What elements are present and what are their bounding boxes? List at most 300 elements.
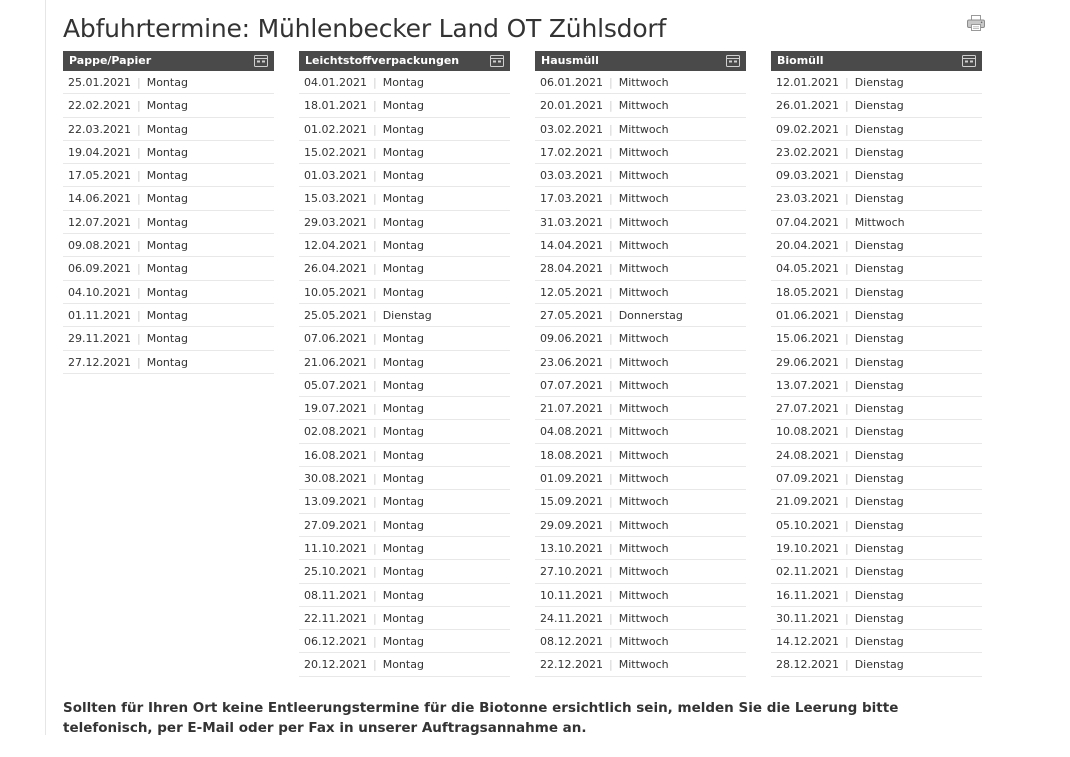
left-divider bbox=[45, 0, 46, 735]
separator: | bbox=[844, 76, 849, 89]
separator: | bbox=[372, 611, 377, 625]
pickup-date: 22.02.2021 bbox=[68, 99, 131, 113]
separator: | bbox=[844, 472, 849, 486]
separator: | bbox=[844, 565, 849, 579]
pickup-date: 21.07.2021 bbox=[540, 402, 603, 416]
column-header bbox=[63, 51, 274, 71]
separator: | bbox=[608, 76, 613, 89]
list-item bbox=[535, 234, 746, 257]
pickup-date: 21.06.2021 bbox=[304, 355, 367, 369]
list-item bbox=[771, 118, 982, 141]
pickup-weekday: Montag bbox=[382, 402, 424, 416]
pickup-weekday: Mittwoch bbox=[618, 285, 669, 299]
pickup-weekday: Dienstag bbox=[854, 518, 904, 532]
separator: | bbox=[136, 239, 141, 253]
pickup-weekday: Montag bbox=[146, 308, 188, 322]
pickup-date: 04.01.2021 bbox=[304, 76, 367, 89]
list-item bbox=[771, 187, 982, 210]
list-item bbox=[299, 630, 510, 653]
separator: | bbox=[608, 402, 613, 416]
pickup-date: 29.03.2021 bbox=[304, 215, 367, 229]
pickup-date: 01.03.2021 bbox=[304, 169, 367, 183]
pickup-date: 08.11.2021 bbox=[304, 588, 367, 602]
separator: | bbox=[608, 588, 613, 602]
list-item bbox=[63, 304, 274, 327]
pickup-weekday: Dienstag bbox=[854, 239, 904, 253]
separator: | bbox=[372, 332, 377, 346]
list-item bbox=[63, 351, 274, 374]
pickup-weekday: Montag bbox=[382, 425, 424, 439]
separator: | bbox=[608, 472, 613, 486]
pickup-weekday: Montag bbox=[382, 145, 424, 159]
pickup-date: 23.06.2021 bbox=[540, 355, 603, 369]
pickup-weekday: Donnerstag bbox=[618, 308, 683, 322]
pickup-date: 26.04.2021 bbox=[304, 262, 367, 276]
pickup-weekday: Montag bbox=[382, 635, 424, 649]
pickup-weekday: Mittwoch bbox=[618, 472, 669, 486]
list-item bbox=[299, 71, 510, 94]
list-item bbox=[771, 490, 982, 513]
pickup-weekday: Dienstag bbox=[854, 588, 904, 602]
pickup-date: 18.05.2021 bbox=[776, 285, 839, 299]
pickup-weekday: Dienstag bbox=[854, 635, 904, 649]
pickup-weekday: Montag bbox=[382, 239, 424, 253]
pickup-date: 09.02.2021 bbox=[776, 122, 839, 136]
pickup-weekday: Mittwoch bbox=[618, 658, 669, 672]
list-item bbox=[535, 490, 746, 513]
pickup-weekday: Dienstag bbox=[854, 76, 904, 89]
list-item bbox=[299, 304, 510, 327]
pickup-date: 27.10.2021 bbox=[540, 565, 603, 579]
separator: | bbox=[608, 169, 613, 183]
export-icon[interactable] bbox=[254, 54, 268, 66]
separator: | bbox=[372, 425, 377, 439]
pickup-weekday: Montag bbox=[382, 448, 424, 462]
pickup-weekday: Dienstag bbox=[854, 332, 904, 346]
pickup-weekday: Mittwoch bbox=[618, 588, 669, 602]
separator: | bbox=[372, 588, 377, 602]
pickup-weekday: Dienstag bbox=[854, 99, 904, 113]
list-item bbox=[299, 187, 510, 210]
pickup-date: 19.07.2021 bbox=[304, 402, 367, 416]
list-item bbox=[299, 211, 510, 234]
list-item bbox=[299, 514, 510, 537]
pickup-weekday: Dienstag bbox=[854, 308, 904, 322]
pickup-date: 03.02.2021 bbox=[540, 122, 603, 136]
pickup-date: 16.11.2021 bbox=[776, 588, 839, 602]
pickup-date: 28.04.2021 bbox=[540, 262, 603, 276]
column-pappe-papier bbox=[63, 51, 274, 374]
pickup-date: 11.10.2021 bbox=[304, 541, 367, 555]
pickup-date: 07.06.2021 bbox=[304, 332, 367, 346]
separator: | bbox=[608, 332, 613, 346]
separator: | bbox=[844, 239, 849, 253]
list-item bbox=[299, 490, 510, 513]
separator: | bbox=[136, 215, 141, 229]
pickup-weekday: Mittwoch bbox=[618, 215, 669, 229]
separator: | bbox=[372, 472, 377, 486]
pickup-date: 12.05.2021 bbox=[540, 285, 603, 299]
separator: | bbox=[372, 192, 377, 206]
separator: | bbox=[372, 99, 377, 113]
pickup-weekday: Montag bbox=[146, 145, 188, 159]
separator: | bbox=[844, 425, 849, 439]
pickup-date: 15.03.2021 bbox=[304, 192, 367, 206]
pickup-date: 09.08.2021 bbox=[68, 239, 131, 253]
list-item bbox=[771, 164, 982, 187]
separator: | bbox=[608, 635, 613, 649]
separator: | bbox=[372, 635, 377, 649]
printer-icon[interactable] bbox=[967, 15, 985, 31]
pickup-weekday: Montag bbox=[382, 122, 424, 136]
separator: | bbox=[844, 378, 849, 392]
pickup-weekday: Montag bbox=[146, 215, 188, 229]
column-title: Pappe/Papier bbox=[69, 54, 152, 67]
pickup-date: 07.07.2021 bbox=[540, 378, 603, 392]
list-item bbox=[299, 444, 510, 467]
list-item bbox=[535, 304, 746, 327]
biotonne-note: Sollten für Ihren Ort keine Entleerungstermine für die Biotonne ersichtlich sein, melden Sie die Leerung bitte telefonisch, per E-Mail oder per Fax in unserer Auftragsannahme an. bbox=[63, 700, 899, 736]
pickup-weekday: Dienstag bbox=[854, 262, 904, 276]
separator: | bbox=[608, 518, 613, 532]
pickup-weekday: Montag bbox=[146, 262, 188, 276]
pickup-weekday: Montag bbox=[382, 76, 424, 89]
pickup-date: 02.11.2021 bbox=[776, 565, 839, 579]
list-item bbox=[299, 118, 510, 141]
list-item bbox=[299, 420, 510, 443]
pickup-date: 30.11.2021 bbox=[776, 611, 839, 625]
date-list bbox=[63, 71, 274, 374]
separator: | bbox=[372, 518, 377, 532]
separator: | bbox=[844, 518, 849, 532]
separator: | bbox=[844, 635, 849, 649]
pickup-date: 26.01.2021 bbox=[776, 99, 839, 113]
separator: | bbox=[136, 355, 141, 369]
pickup-weekday: Dienstag bbox=[854, 378, 904, 392]
list-item bbox=[299, 257, 510, 280]
pickup-date: 22.03.2021 bbox=[68, 122, 131, 136]
list-item bbox=[771, 351, 982, 374]
list-item bbox=[771, 281, 982, 304]
pickup-date: 01.09.2021 bbox=[540, 472, 603, 486]
list-item bbox=[299, 584, 510, 607]
pickup-date: 06.12.2021 bbox=[304, 635, 367, 649]
pickup-date: 08.12.2021 bbox=[540, 635, 603, 649]
pickup-weekday: Mittwoch bbox=[618, 332, 669, 346]
date-list bbox=[535, 71, 746, 677]
pickup-weekday: Montag bbox=[382, 378, 424, 392]
list-item bbox=[63, 141, 274, 164]
separator: | bbox=[608, 658, 613, 672]
list-item bbox=[535, 211, 746, 234]
pickup-weekday: Montag bbox=[146, 99, 188, 113]
pickup-weekday: Dienstag bbox=[854, 355, 904, 369]
pickup-date: 13.07.2021 bbox=[776, 378, 839, 392]
separator: | bbox=[136, 76, 141, 89]
pickup-date: 10.05.2021 bbox=[304, 285, 367, 299]
pickup-date: 05.10.2021 bbox=[776, 518, 839, 532]
list-item bbox=[63, 257, 274, 280]
pickup-weekday: Montag bbox=[382, 169, 424, 183]
pickup-weekday: Montag bbox=[382, 285, 424, 299]
list-item bbox=[535, 187, 746, 210]
pickup-date: 19.04.2021 bbox=[68, 145, 131, 159]
pickup-weekday: Montag bbox=[382, 215, 424, 229]
list-item bbox=[771, 141, 982, 164]
separator: | bbox=[844, 495, 849, 509]
pickup-date: 14.06.2021 bbox=[68, 192, 131, 206]
list-item bbox=[535, 653, 746, 676]
pickup-weekday: Montag bbox=[146, 285, 188, 299]
pickup-date: 15.09.2021 bbox=[540, 495, 603, 509]
separator: | bbox=[372, 541, 377, 555]
pickup-weekday: Montag bbox=[382, 332, 424, 346]
pickup-date: 09.06.2021 bbox=[540, 332, 603, 346]
pickup-date: 25.01.2021 bbox=[68, 76, 131, 89]
pickup-weekday: Mittwoch bbox=[854, 215, 905, 229]
separator: | bbox=[608, 99, 613, 113]
page-title: Abfuhrtermine: Mühlenbecker Land OT Zühlsdorf bbox=[63, 14, 667, 43]
separator: | bbox=[136, 122, 141, 136]
list-item bbox=[771, 584, 982, 607]
list-item bbox=[771, 630, 982, 653]
pickup-date: 27.05.2021 bbox=[540, 308, 603, 322]
pickup-date: 13.10.2021 bbox=[540, 541, 603, 555]
printer-icon-graphic bbox=[967, 15, 985, 31]
column-header bbox=[771, 51, 982, 71]
pickup-date: 09.03.2021 bbox=[776, 169, 839, 183]
pickup-date: 06.01.2021 bbox=[540, 76, 603, 89]
pickup-date: 20.04.2021 bbox=[776, 239, 839, 253]
export-icon[interactable] bbox=[962, 54, 976, 66]
pickup-weekday: Montag bbox=[146, 169, 188, 183]
separator: | bbox=[372, 448, 377, 462]
column-title: Biomüll bbox=[777, 54, 824, 67]
pickup-weekday: Montag bbox=[146, 192, 188, 206]
list-item bbox=[535, 374, 746, 397]
pickup-weekday: Mittwoch bbox=[618, 402, 669, 416]
pickup-date: 01.02.2021 bbox=[304, 122, 367, 136]
list-item bbox=[771, 607, 982, 630]
pickup-date: 22.12.2021 bbox=[540, 658, 603, 672]
separator: | bbox=[372, 565, 377, 579]
list-item bbox=[771, 537, 982, 560]
list-item bbox=[771, 94, 982, 117]
list-item bbox=[63, 71, 274, 94]
list-item bbox=[63, 327, 274, 350]
list-item bbox=[535, 281, 746, 304]
separator: | bbox=[372, 355, 377, 369]
list-item bbox=[63, 234, 274, 257]
separator: | bbox=[608, 355, 613, 369]
pickup-weekday: Montag bbox=[146, 122, 188, 136]
separator: | bbox=[844, 99, 849, 113]
separator: | bbox=[608, 192, 613, 206]
separator: | bbox=[608, 378, 613, 392]
list-item bbox=[535, 327, 746, 350]
list-item bbox=[535, 71, 746, 94]
list-item bbox=[535, 560, 746, 583]
separator: | bbox=[608, 541, 613, 555]
separator: | bbox=[372, 145, 377, 159]
pickup-weekday: Mittwoch bbox=[618, 99, 669, 113]
column-hausmuell bbox=[535, 51, 746, 677]
list-item bbox=[535, 444, 746, 467]
pickup-weekday: Mittwoch bbox=[618, 76, 669, 89]
pickup-weekday: Mittwoch bbox=[618, 425, 669, 439]
pickup-date: 27.12.2021 bbox=[68, 355, 131, 369]
separator: | bbox=[372, 285, 377, 299]
list-item bbox=[63, 187, 274, 210]
separator: | bbox=[608, 145, 613, 159]
separator: | bbox=[608, 122, 613, 136]
column-leichtstoffverpackungen bbox=[299, 51, 510, 677]
separator: | bbox=[608, 495, 613, 509]
pickup-weekday: Dienstag bbox=[382, 308, 432, 322]
pickup-weekday: Mittwoch bbox=[618, 145, 669, 159]
pickup-date: 04.05.2021 bbox=[776, 262, 839, 276]
pickup-date: 12.04.2021 bbox=[304, 239, 367, 253]
column-header bbox=[535, 51, 746, 71]
pickup-date: 24.08.2021 bbox=[776, 448, 839, 462]
list-item bbox=[771, 514, 982, 537]
pickup-date: 20.12.2021 bbox=[304, 658, 367, 672]
pickup-weekday: Dienstag bbox=[854, 658, 904, 672]
export-icon[interactable] bbox=[490, 54, 504, 66]
list-item bbox=[535, 94, 746, 117]
pickup-weekday: Mittwoch bbox=[618, 635, 669, 649]
pickup-weekday: Montag bbox=[382, 262, 424, 276]
separator: | bbox=[372, 402, 377, 416]
pickup-date: 18.08.2021 bbox=[540, 448, 603, 462]
column-header bbox=[299, 51, 510, 71]
pickup-date: 15.06.2021 bbox=[776, 332, 839, 346]
pickup-date: 25.05.2021 bbox=[304, 308, 367, 322]
list-item bbox=[535, 257, 746, 280]
list-item bbox=[535, 514, 746, 537]
pickup-weekday: Mittwoch bbox=[618, 122, 669, 136]
pickup-date: 21.09.2021 bbox=[776, 495, 839, 509]
pickup-weekday: Montag bbox=[146, 239, 188, 253]
pickup-weekday: Montag bbox=[382, 611, 424, 625]
pickup-weekday: Dienstag bbox=[854, 402, 904, 416]
column-title: Hausmüll bbox=[541, 54, 599, 67]
list-item bbox=[771, 304, 982, 327]
separator: | bbox=[372, 122, 377, 136]
list-item bbox=[771, 257, 982, 280]
list-item bbox=[771, 444, 982, 467]
pickup-weekday: Dienstag bbox=[854, 145, 904, 159]
list-item bbox=[771, 71, 982, 94]
export-icon[interactable] bbox=[726, 54, 740, 66]
list-item bbox=[535, 141, 746, 164]
separator: | bbox=[372, 169, 377, 183]
separator: | bbox=[608, 239, 613, 253]
list-item bbox=[535, 397, 746, 420]
pickup-date: 29.11.2021 bbox=[68, 332, 131, 346]
pickup-weekday: Mittwoch bbox=[618, 378, 669, 392]
list-item bbox=[299, 234, 510, 257]
pickup-date: 01.11.2021 bbox=[68, 308, 131, 322]
separator: | bbox=[844, 588, 849, 602]
separator: | bbox=[608, 611, 613, 625]
list-item bbox=[535, 607, 746, 630]
pickup-weekday: Dienstag bbox=[854, 611, 904, 625]
list-item bbox=[63, 118, 274, 141]
pickup-date: 14.04.2021 bbox=[540, 239, 603, 253]
pickup-weekday: Montag bbox=[382, 495, 424, 509]
pickup-weekday: Montag bbox=[382, 518, 424, 532]
pickup-date: 23.02.2021 bbox=[776, 145, 839, 159]
pickup-date: 02.08.2021 bbox=[304, 425, 367, 439]
separator: | bbox=[844, 658, 849, 672]
list-item bbox=[299, 537, 510, 560]
list-item bbox=[535, 537, 746, 560]
pickup-weekday: Dienstag bbox=[854, 425, 904, 439]
separator: | bbox=[844, 448, 849, 462]
pickup-date: 31.03.2021 bbox=[540, 215, 603, 229]
pickup-weekday: Mittwoch bbox=[618, 541, 669, 555]
separator: | bbox=[844, 262, 849, 276]
pickup-weekday: Mittwoch bbox=[618, 262, 669, 276]
pickup-date: 10.08.2021 bbox=[776, 425, 839, 439]
pickup-weekday: Montag bbox=[146, 332, 188, 346]
pickup-weekday: Montag bbox=[382, 472, 424, 486]
pickup-date: 03.03.2021 bbox=[540, 169, 603, 183]
pickup-weekday: Dienstag bbox=[854, 169, 904, 183]
separator: | bbox=[136, 169, 141, 183]
list-item bbox=[299, 351, 510, 374]
separator: | bbox=[608, 215, 613, 229]
list-item bbox=[299, 607, 510, 630]
list-item bbox=[771, 560, 982, 583]
list-item bbox=[299, 164, 510, 187]
separator: | bbox=[844, 215, 849, 229]
pickup-weekday: Dienstag bbox=[854, 565, 904, 579]
list-item bbox=[299, 94, 510, 117]
pickup-weekday: Mittwoch bbox=[618, 495, 669, 509]
pickup-weekday: Mittwoch bbox=[618, 169, 669, 183]
pickup-weekday: Montag bbox=[382, 588, 424, 602]
pickup-weekday: Dienstag bbox=[854, 192, 904, 206]
pickup-date: 20.01.2021 bbox=[540, 99, 603, 113]
pickup-weekday: Dienstag bbox=[854, 472, 904, 486]
pickup-date: 12.07.2021 bbox=[68, 215, 131, 229]
pickup-date: 01.06.2021 bbox=[776, 308, 839, 322]
list-item bbox=[535, 420, 746, 443]
pickup-weekday: Montag bbox=[382, 192, 424, 206]
pickup-weekday: Montag bbox=[382, 658, 424, 672]
pickup-date: 23.03.2021 bbox=[776, 192, 839, 206]
separator: | bbox=[844, 145, 849, 159]
separator: | bbox=[844, 285, 849, 299]
separator: | bbox=[136, 192, 141, 206]
pickup-date: 10.11.2021 bbox=[540, 588, 603, 602]
pickup-date: 27.07.2021 bbox=[776, 402, 839, 416]
pickup-weekday: Montag bbox=[382, 565, 424, 579]
pickup-weekday: Dienstag bbox=[854, 285, 904, 299]
separator: | bbox=[608, 448, 613, 462]
list-item bbox=[299, 374, 510, 397]
list-item bbox=[535, 164, 746, 187]
list-item bbox=[299, 653, 510, 676]
list-item bbox=[63, 94, 274, 117]
separator: | bbox=[844, 192, 849, 206]
pickup-weekday: Mittwoch bbox=[618, 355, 669, 369]
list-item bbox=[771, 467, 982, 490]
pickup-date: 18.01.2021 bbox=[304, 99, 367, 113]
pickup-date: 04.08.2021 bbox=[540, 425, 603, 439]
